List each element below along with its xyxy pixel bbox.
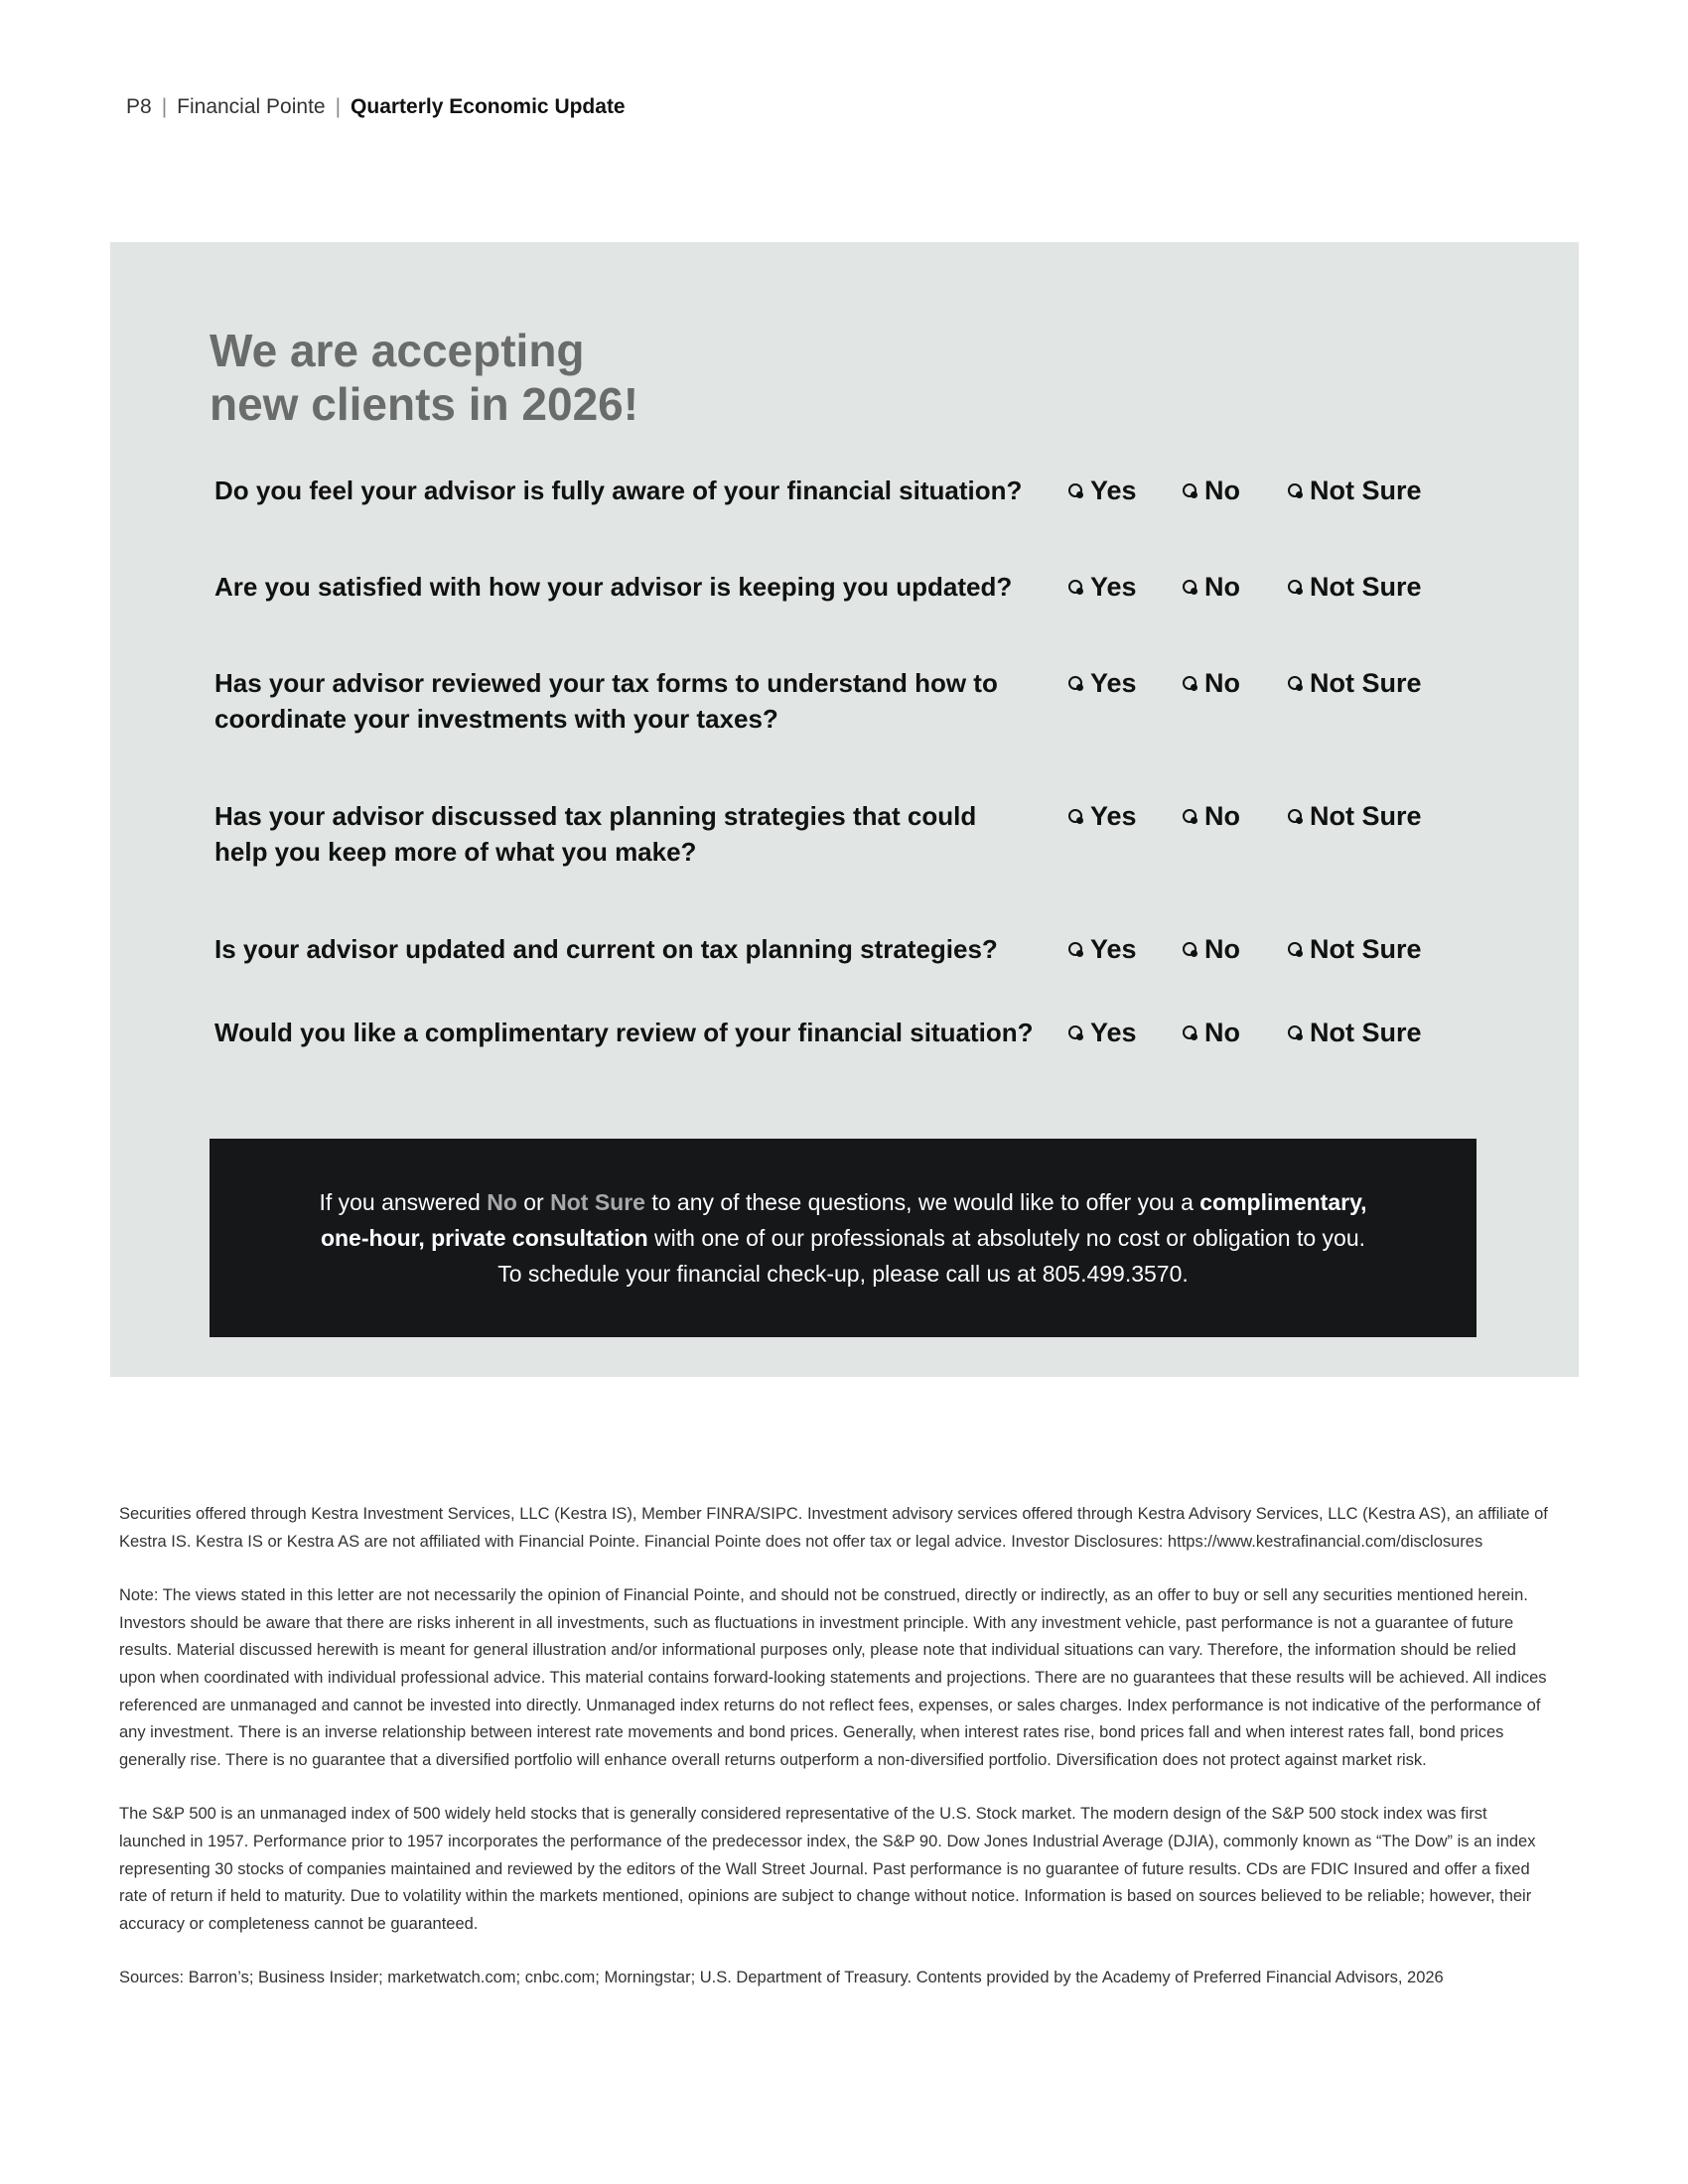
disclaimer-indices: The S&P 500 is an unmanaged index of 500 widely held stocks that is generally considered representative of the U.S. Stock market. The modern design of the S&P 500 stock index was first launched in 1957. Performance prior to 1957 incorporates the performance of the predecessor index, the S&P 90. Dow Jones Industrial Average (DJIA), commonly known as “The Dow” is an index representing 30 stocks of companies maintained and reviewed by the editors of the Wall Street Journal. Past performance is no guarantee of future results. CDs are FDIC Insured and offer a fixed rate of return if held to maturity. Due to volatility within the markets mentioned, opinions are subject to change without notice. Information is based on sources believed to be reliable; however, their accuracy or completeness cannot be guaranteed.	[119, 1805, 1536, 1933]
radio-icon[interactable]	[1068, 580, 1082, 594]
option-label: Not Sure	[1310, 668, 1422, 698]
disclaimer-sources: Sources: Barron’s; Business Insider; marketwatch.com; cnbc.com; Morningstar; U.S. Department of Treasury. Contents provided by the Academy of Preferred Financial Advisors, 2026	[119, 1969, 1444, 1987]
option-label: No	[1204, 668, 1240, 698]
option-not-sure[interactable]	[1288, 931, 1422, 967]
question-text: Would you like a complimentary review of your financial situation?	[214, 1018, 1034, 1047]
option-label: No	[1204, 934, 1240, 964]
radio-icon[interactable]	[1068, 1025, 1082, 1039]
option-not-sure[interactable]	[1288, 569, 1422, 605]
callout-segment: or	[516, 1189, 551, 1215]
option-no[interactable]	[1183, 569, 1240, 605]
legal-disclaimers	[119, 1501, 1549, 2019]
radio-icon[interactable]	[1183, 483, 1196, 497]
option-no[interactable]	[1183, 1015, 1240, 1050]
option-label: Yes	[1090, 572, 1137, 602]
callout-highlight-not-sure: Not Sure	[550, 1189, 645, 1215]
option-not-sure[interactable]	[1288, 798, 1422, 834]
radio-icon[interactable]	[1068, 483, 1082, 497]
page-number: P8	[126, 95, 152, 118]
radio-icon[interactable]	[1288, 580, 1302, 594]
questionnaire-panel	[110, 242, 1579, 1377]
question-text: Has your advisor reviewed your tax forms to understand how to coordinate your investments with your taxes?	[214, 668, 998, 734]
option-no[interactable]	[1183, 665, 1240, 701]
option-yes[interactable]	[1068, 473, 1137, 508]
question-text: Is your advisor updated and current on tax planning strategies?	[214, 934, 998, 964]
option-label: Not Sure	[1310, 1018, 1422, 1047]
radio-icon[interactable]	[1183, 580, 1196, 594]
option-label: Not Sure	[1310, 476, 1422, 505]
publication-title: Quarterly Economic Update	[351, 95, 626, 118]
option-not-sure[interactable]	[1288, 473, 1422, 508]
callout-bold: complimentary, one-hour, private consultation	[320, 1189, 1367, 1251]
radio-icon[interactable]	[1288, 942, 1302, 956]
radio-icon[interactable]	[1068, 676, 1082, 690]
callout-text	[317, 1184, 1369, 1292]
option-yes[interactable]	[1068, 665, 1137, 701]
headline-line-1: We are accepting	[210, 325, 585, 376]
radio-icon[interactable]	[1068, 809, 1082, 823]
option-label: No	[1204, 1018, 1240, 1047]
radio-icon[interactable]	[1068, 942, 1082, 956]
option-no[interactable]	[1183, 931, 1240, 967]
option-label: Yes	[1090, 668, 1137, 698]
radio-icon[interactable]	[1183, 942, 1196, 956]
option-label: Yes	[1090, 934, 1137, 964]
headline-line-2: new clients in 2026!	[210, 378, 639, 430]
callout-segment: with one of our professionals at absolutely no cost or obligation to you. To schedule your financial check-up, please call us at 805.499.3570.	[497, 1225, 1366, 1287]
option-label: No	[1204, 476, 1240, 505]
question-text: Do you feel your advisor is fully aware of your financial situation?	[214, 476, 1023, 505]
option-no[interactable]	[1183, 798, 1240, 834]
option-not-sure[interactable]	[1288, 1015, 1422, 1050]
option-not-sure[interactable]	[1288, 665, 1422, 701]
header-separator: |	[161, 95, 168, 118]
callout-segment: If you answered	[319, 1189, 488, 1215]
header-separator: |	[335, 95, 342, 118]
option-label: Yes	[1090, 801, 1137, 831]
option-yes[interactable]	[1068, 1015, 1137, 1050]
question-text: Are you satisfied with how your advisor is keeping you updated?	[214, 572, 1013, 602]
radio-icon[interactable]	[1183, 676, 1196, 690]
disclaimer-note: Note: The views stated in this letter are not necessarily the opinion of Financial Pointe, and should not be construed, directly or indirectly, as an offer to buy or sell any securities mentioned herein. Investors should be aware that there are risks inherent in all investments, such as fluctuations in investment principle. With any investment vehicle, past performance is not a guarantee of future results. Material discussed herewith is meant for general illustration and/or informational purposes only, please note that individual situations can vary. Therefore, the information should be relied upon when coordinated with individual professional advice. This material contains forward-looking statements and projections. There are no guarantees that these results will be achieved. All indices referenced are unmanaged and cannot be invested into directly. Unmanaged index returns do not reflect fees, expenses, or sales charges. Index performance is not indicative of the performance of any investment. There is an inverse relationship between interest rate movements and bond prices. Generally, when interest rates rise, bond prices fall and when interest rates fall, bond prices generally rise. There is no guarantee that a diversified portfolio will enhance overall returns outperform a non-diversified portfolio. Diversification does not protect against market risk.	[119, 1586, 1547, 1769]
panel-headline	[210, 324, 638, 431]
option-yes[interactable]	[1068, 569, 1137, 605]
consultation-callout	[210, 1139, 1477, 1337]
option-label: Not Sure	[1310, 934, 1422, 964]
callout-highlight-no: No	[487, 1189, 517, 1215]
page-header	[126, 95, 626, 119]
radio-icon[interactable]	[1288, 483, 1302, 497]
brand-name: Financial Pointe	[177, 95, 326, 118]
radio-icon[interactable]	[1183, 809, 1196, 823]
option-label: No	[1204, 801, 1240, 831]
radio-icon[interactable]	[1288, 1025, 1302, 1039]
radio-icon[interactable]	[1183, 1025, 1196, 1039]
radio-icon[interactable]	[1288, 676, 1302, 690]
option-yes[interactable]	[1068, 798, 1137, 834]
option-label: No	[1204, 572, 1240, 602]
option-label: Not Sure	[1310, 801, 1422, 831]
option-yes[interactable]	[1068, 931, 1137, 967]
option-label: Not Sure	[1310, 572, 1422, 602]
radio-icon[interactable]	[1288, 809, 1302, 823]
callout-segment: to any of these questions, we would like to offer you a	[644, 1189, 1200, 1215]
option-label: Yes	[1090, 1018, 1137, 1047]
disclaimer-securities: Securities offered through Kestra Investment Services, LLC (Kestra IS), Member FINRA/SIPC. Investment advisory services offered through Kestra Advisory Services, LLC (Kestra AS), an affiliate of Kestra IS. Kestra IS or Kestra AS are not affiliated with Financial Pointe. Financial Pointe does not offer tax or legal advice. Investor Disclosures: https://www.kestrafinancial.com/disclosures	[119, 1505, 1548, 1551]
option-label: Yes	[1090, 476, 1137, 505]
question-text: Has your advisor discussed tax planning strategies that could help you keep more of what you make?	[214, 801, 977, 867]
option-no[interactable]	[1183, 473, 1240, 508]
